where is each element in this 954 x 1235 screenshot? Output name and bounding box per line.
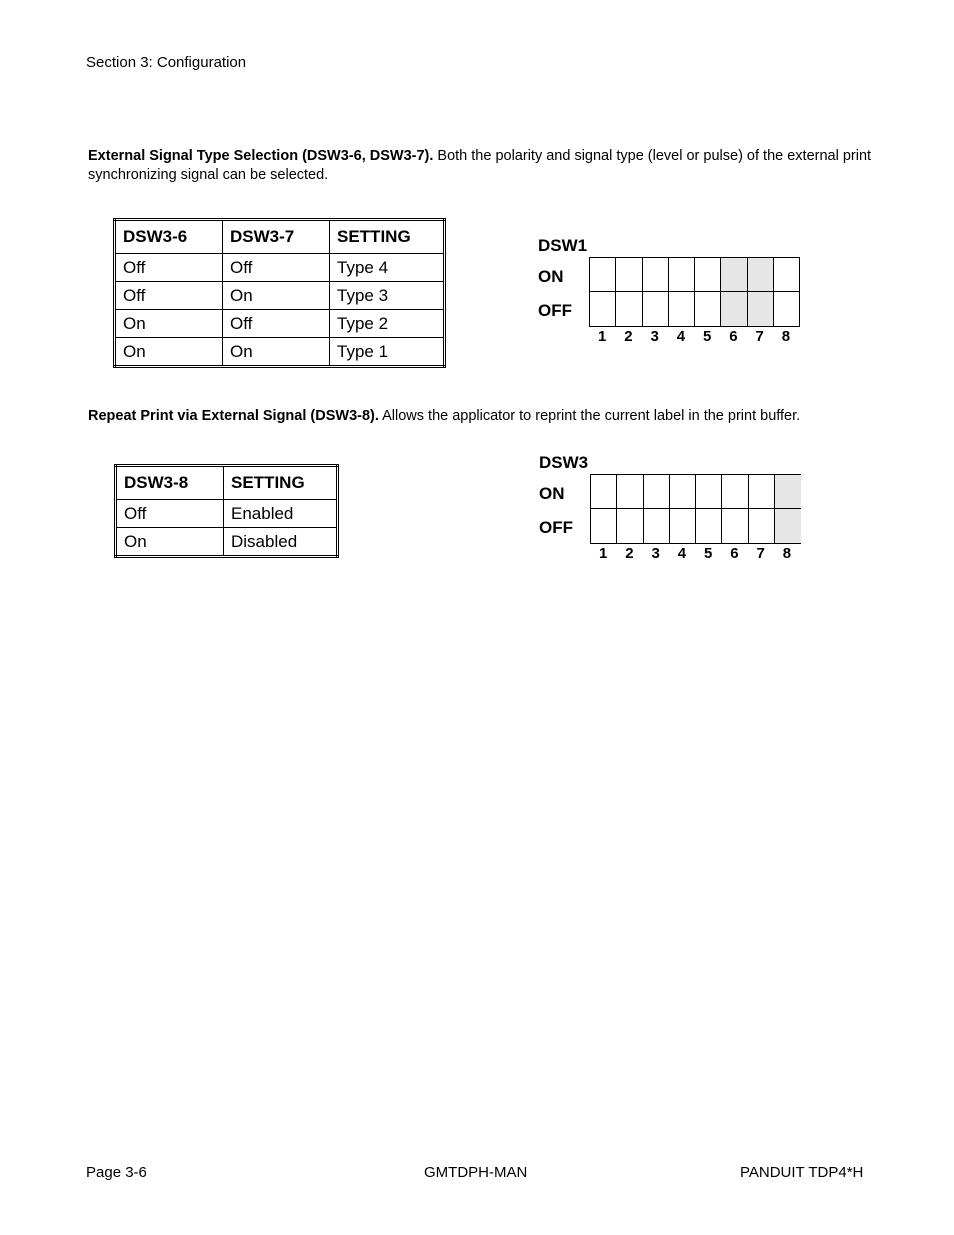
table-cell: On	[115, 338, 223, 367]
switch-off-cell-5	[695, 292, 721, 326]
switch-on-cell-8	[774, 258, 800, 292]
switch-off-cell-2	[617, 509, 643, 543]
table-cell: Type 3	[330, 282, 445, 310]
repeat-print-paragraph	[88, 407, 908, 426]
dsw1-switch-grid	[589, 257, 800, 327]
column-header: DSW3-8	[116, 466, 224, 500]
footer-product: PANDUIT TDP4*H	[740, 1164, 864, 1181]
switch-on-cell-7	[749, 475, 775, 509]
table-cell: On	[115, 310, 223, 338]
table-row	[116, 528, 338, 557]
switch-off-cell-5	[696, 509, 722, 543]
table-cell: Disabled	[224, 528, 338, 557]
switch-on-cell-5	[695, 258, 721, 292]
table-cell: Off	[115, 254, 223, 282]
table-cell: Enabled	[224, 500, 338, 528]
switch-on-cell-3	[644, 475, 670, 509]
switch-off-cell-1	[591, 509, 617, 543]
external-signal-paragraph	[88, 147, 888, 185]
switch-number-4: 4	[676, 328, 686, 345]
table-cell: Type 2	[330, 310, 445, 338]
switch-on-cell-5	[696, 475, 722, 509]
switch-on-cell-4	[669, 258, 695, 292]
table-cell: On	[116, 528, 224, 557]
dsw3-switch-numbers	[590, 545, 800, 562]
table-cell: Off	[223, 310, 330, 338]
switch-number-7: 7	[755, 328, 764, 345]
table-cell: Off	[116, 500, 224, 528]
repeat-print-table	[114, 464, 339, 558]
table-header-row	[115, 220, 445, 254]
switch-number-8: 8	[782, 545, 792, 562]
signal-type-table	[113, 218, 446, 368]
switch-number-2: 2	[624, 328, 633, 345]
switch-number-3: 3	[651, 545, 660, 562]
switch-off-cell-8	[774, 292, 800, 326]
switch-on-cell-2	[617, 475, 643, 509]
switch-off-cell-2	[616, 292, 642, 326]
paragraph-text: Both the polarity and signal type (level or pulse) of the external print synchronizing signal can be selected.	[88, 148, 872, 183]
switch-off-cell-3	[644, 509, 670, 543]
switch-on-cell-4	[670, 475, 696, 509]
table-row	[115, 338, 445, 367]
switch-number-3: 3	[650, 328, 659, 345]
table-row	[116, 500, 338, 528]
table-row	[115, 254, 445, 282]
switch-on-cell-2	[616, 258, 642, 292]
table-row	[115, 310, 445, 338]
switch-off-cell-3	[643, 292, 669, 326]
switch-off-cell-4	[670, 509, 696, 543]
dsw1-off-label: OFF	[538, 301, 572, 320]
table-row	[115, 282, 445, 310]
table-cell: Off	[223, 254, 330, 282]
switch-number-4: 4	[677, 545, 687, 562]
switch-on-cell-1	[590, 258, 616, 292]
dsw1-switch-numbers	[589, 328, 799, 345]
dsw1-on-label: ON	[538, 267, 564, 286]
table-cell: Type 4	[330, 254, 445, 282]
dsw1-title: DSW1	[538, 236, 588, 255]
switch-number-7: 7	[756, 545, 765, 562]
switch-number-8: 8	[781, 328, 791, 345]
switch-off-cell-7	[749, 509, 775, 543]
table-cell: On	[223, 338, 330, 367]
section-header: Section 3: Configuration	[86, 54, 247, 71]
switch-on-cell-6	[721, 258, 747, 292]
switch-off-cell-8	[775, 509, 801, 543]
switch-number-2: 2	[625, 545, 634, 562]
switch-on-cell-1	[591, 475, 617, 509]
column-header: DSW3-6	[115, 220, 223, 254]
switch-on-cell-6	[722, 475, 748, 509]
switch-number-6: 6	[729, 328, 738, 345]
footer-page-number: Page 3-6	[86, 1164, 147, 1181]
switch-on-cell-8	[775, 475, 801, 509]
table-cell: On	[223, 282, 330, 310]
dsw3-title: DSW3	[539, 453, 589, 472]
switch-number-6: 6	[730, 545, 739, 562]
column-header: SETTING	[224, 466, 338, 500]
switch-off-cell-1	[590, 292, 616, 326]
column-header: DSW3-7	[223, 220, 330, 254]
dsw3-off-label: OFF	[539, 518, 573, 537]
switch-on-cell-3	[643, 258, 669, 292]
dsw3-switch-grid	[590, 474, 801, 544]
switch-number-1: 1	[597, 328, 607, 345]
switch-off-cell-7	[748, 292, 774, 326]
switch-number-5: 5	[703, 545, 713, 562]
paragraph-heading: Repeat Print via External Signal (DSW3-8).	[88, 408, 379, 424]
paragraph-heading: External Signal Type Selection (DSW3-6, DSW3-7).	[88, 148, 434, 164]
dsw3-on-label: ON	[539, 484, 565, 503]
table-cell: Type 1	[330, 338, 445, 367]
switch-off-cell-6	[721, 292, 747, 326]
switch-off-cell-4	[669, 292, 695, 326]
footer-doc-id: GMTDPH-MAN	[424, 1164, 528, 1181]
paragraph-text: Allows the applicator to reprint the current label in the print buffer.	[378, 408, 801, 424]
switch-number-5: 5	[702, 328, 712, 345]
switch-off-cell-6	[722, 509, 748, 543]
switch-on-cell-7	[748, 258, 774, 292]
table-header-row	[116, 466, 338, 500]
table-cell: Off	[115, 282, 223, 310]
column-header: SETTING	[330, 220, 445, 254]
switch-number-1: 1	[598, 545, 608, 562]
